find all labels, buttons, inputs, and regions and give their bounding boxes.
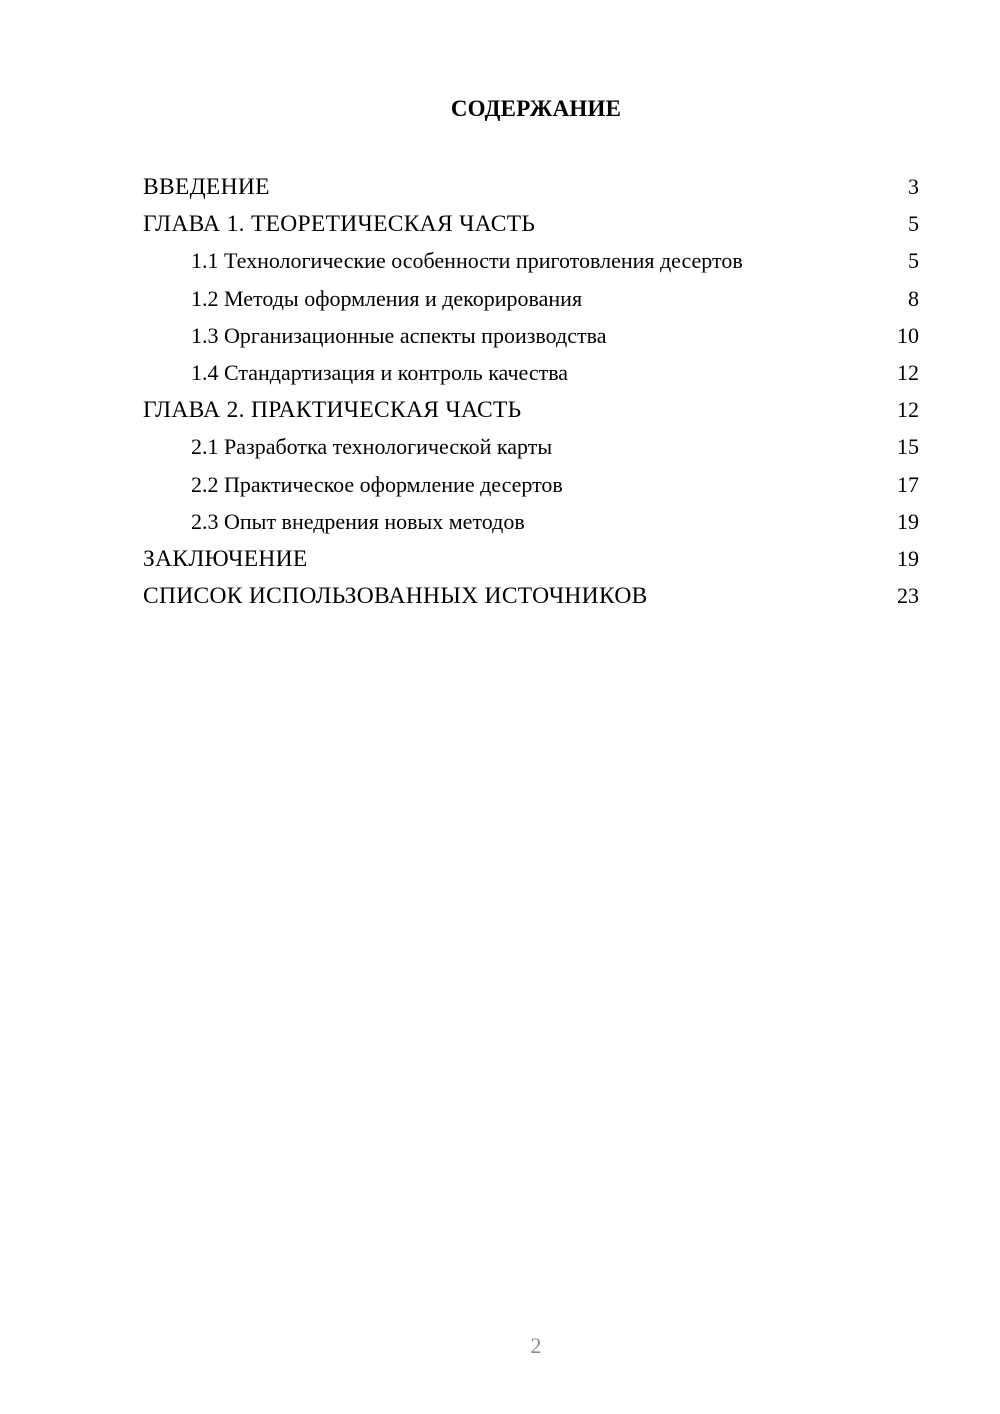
toc-entry-page: 15 [897, 434, 919, 460]
toc-entry-page: 10 [897, 322, 919, 348]
toc-entry-section-1-2 [143, 280, 919, 317]
table-of-contents [143, 168, 919, 614]
toc-entry-chapter-1 [143, 205, 919, 242]
toc-entry-label: 1.2 Методы оформления и декорирования [191, 285, 583, 311]
toc-entry-section-2-1 [143, 428, 919, 465]
toc-entry-label: 1.3 Организационные аспекты производства [191, 322, 607, 348]
toc-entry-page: 12 [897, 359, 919, 385]
toc-entry-section-2-3 [143, 503, 919, 540]
toc-entry-section-1-1 [143, 242, 919, 279]
toc-entry-section-1-4 [143, 354, 919, 391]
toc-entry-label: ГЛАВА 1. ТЕОРЕТИЧЕСКАЯ ЧАСТЬ [143, 211, 536, 238]
toc-entry-chapter-2 [143, 391, 919, 428]
toc-entry-section-1-3 [143, 317, 919, 354]
toc-entry-page: 19 [897, 545, 919, 571]
toc-entry-page: 19 [897, 508, 919, 534]
toc-entry-page: 17 [897, 471, 919, 497]
toc-entry-label: 2.3 Опыт внедрения новых методов [191, 508, 525, 534]
page-title: СОДЕРЖАНИЕ [450, 96, 622, 121]
toc-entry-label: 2.1 Разработка технологической карты [191, 434, 553, 460]
toc-entry-page: 23 [897, 583, 919, 609]
toc-entry-label: 1.1 Технологические особенности приготовления десертов [191, 248, 743, 274]
toc-entry-page: 12 [897, 397, 919, 423]
toc-entry-label: 1.4 Стандартизация и контроль качества [191, 359, 569, 385]
toc-entry-conclusion [143, 540, 919, 577]
toc-entry-page: 5 [908, 248, 919, 274]
toc-entry-section-2-2 [143, 466, 919, 503]
toc-entry-label: ГЛАВА 2. ПРАКТИЧЕСКАЯ ЧАСТЬ [143, 397, 522, 424]
toc-entry-page: 5 [908, 211, 919, 237]
toc-entry-references [143, 577, 919, 614]
toc-entry-label: 2.2 Практическое оформление десертов [191, 471, 563, 497]
toc-entry-label: СПИСОК ИСПОЛЬЗОВАННЫХ ИСТОЧНИКОВ [143, 583, 648, 610]
toc-entry-label: ЗАКЛЮЧЕНИЕ [143, 545, 308, 572]
page-number: 2 [530, 1333, 542, 1358]
toc-entry-label: ВВЕДЕНИЕ [143, 174, 270, 200]
toc-entry-page: 8 [908, 285, 919, 311]
toc-entry-page: 3 [908, 174, 919, 199]
toc-entry-introduction [143, 168, 919, 205]
